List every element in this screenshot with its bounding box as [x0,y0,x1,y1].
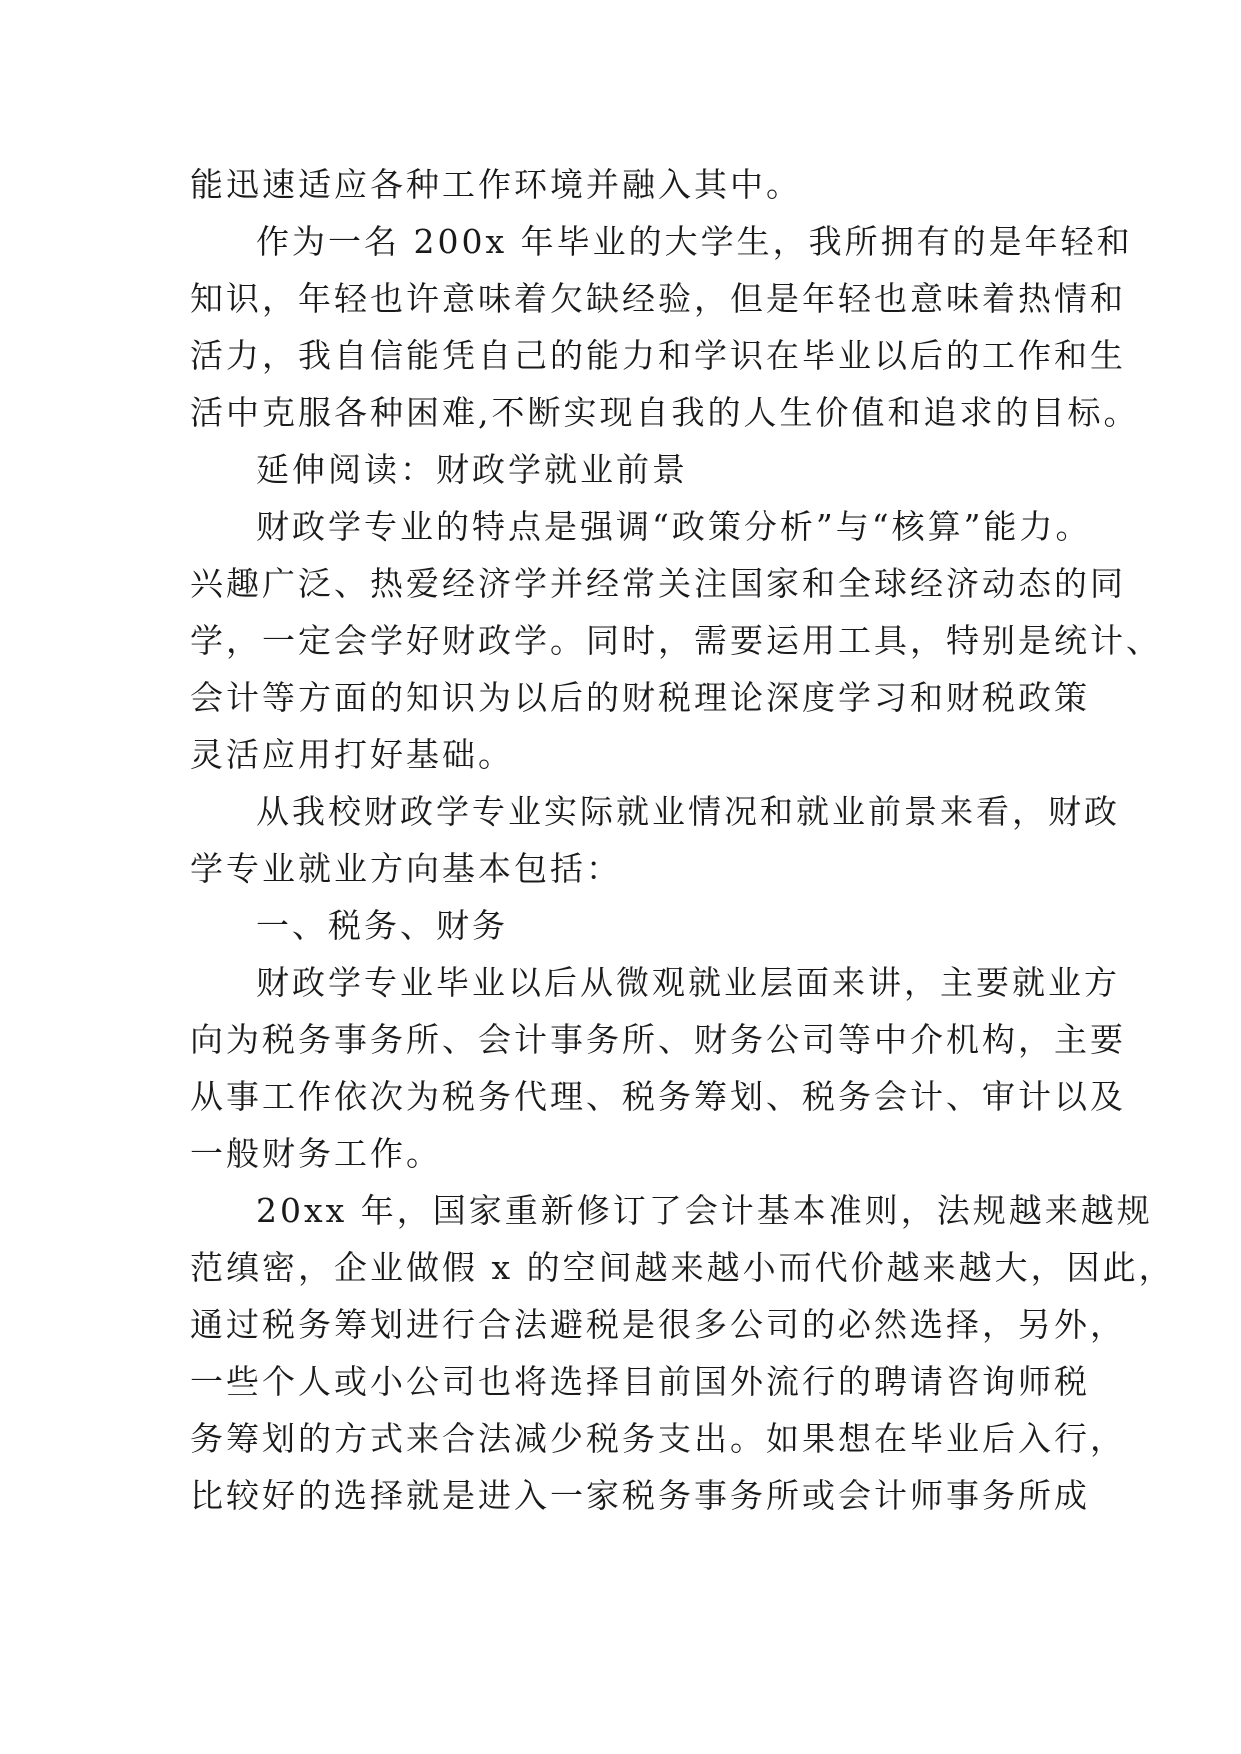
section-heading: 延伸阅读：财政学就业前景 [256,450,688,489]
text-line: 知识，年轻也许意味着欠缺经验，但是年轻也意味着热情和 [190,279,1126,318]
paragraph-start-line: 财政学专业的特点是强调“政策分析”与“核算”能力。 [256,507,1092,546]
text-line: 向为税务事务所、会计事务所、财务公司等中介机构，主要 [190,1020,1126,1059]
text-line: 通过税务筹划进行合法避税是很多公司的必然选择，另外， [190,1305,1126,1344]
paragraph-start-line: 财政学专业毕业以后从微观就业层面来讲，主要就业方 [256,963,1120,1002]
text-line: 活力，我自信能凭自己的能力和学识在毕业以后的工作和生 [190,336,1126,375]
paragraph-start-line: 20xx 年，国家重新修订了会计基本准则，法规越来越规 [256,1191,1153,1230]
document-body [190,156,1175,1524]
paragraph-start-line: 从我校财政学专业实际就业情况和就业前景来看，财政 [256,792,1120,831]
text-line: 学专业就业方向基本包括： [190,849,622,888]
text-line: 比较好的选择就是进入一家税务事务所或会计师事务所成 [190,1476,1090,1515]
text-line: 兴趣广泛、热爱经济学并经常关注国家和全球经济动态的同 [190,564,1126,603]
text-line: 从事工作依次为税务代理、税务筹划、税务会计、审计以及 [190,1077,1126,1116]
text-line: 能迅速适应各种工作环境并融入其中。 [190,165,802,204]
text-line: 活中克服各种困难,不断实现自我的人生价值和追求的目标。 [190,393,1140,432]
text-line: 会计等方面的知识为以后的财税理论深度学习和财税政策 [190,678,1090,717]
text-line: 一般财务工作。 [190,1134,442,1173]
text-line: 务筹划的方式来合法减少税务支出。如果想在毕业后入行， [190,1419,1126,1458]
text-line: 一些个人或小公司也将选择目前国外流行的聘请咨询师税 [190,1362,1090,1401]
subsection-heading: 一、税务、财务 [256,906,508,945]
text-line: 学，一定会学好财政学。同时，需要运用工具，特别是统计、 [190,621,1162,660]
paragraph-start-line: 作为一名 200x 年毕业的大学生，我所拥有的是年轻和 [256,222,1133,261]
text-line: 灵活应用打好基础。 [190,735,514,774]
text-line: 范缜密，企业做假 x 的空间越来越小而代价越来越大，因此， [190,1248,1175,1287]
